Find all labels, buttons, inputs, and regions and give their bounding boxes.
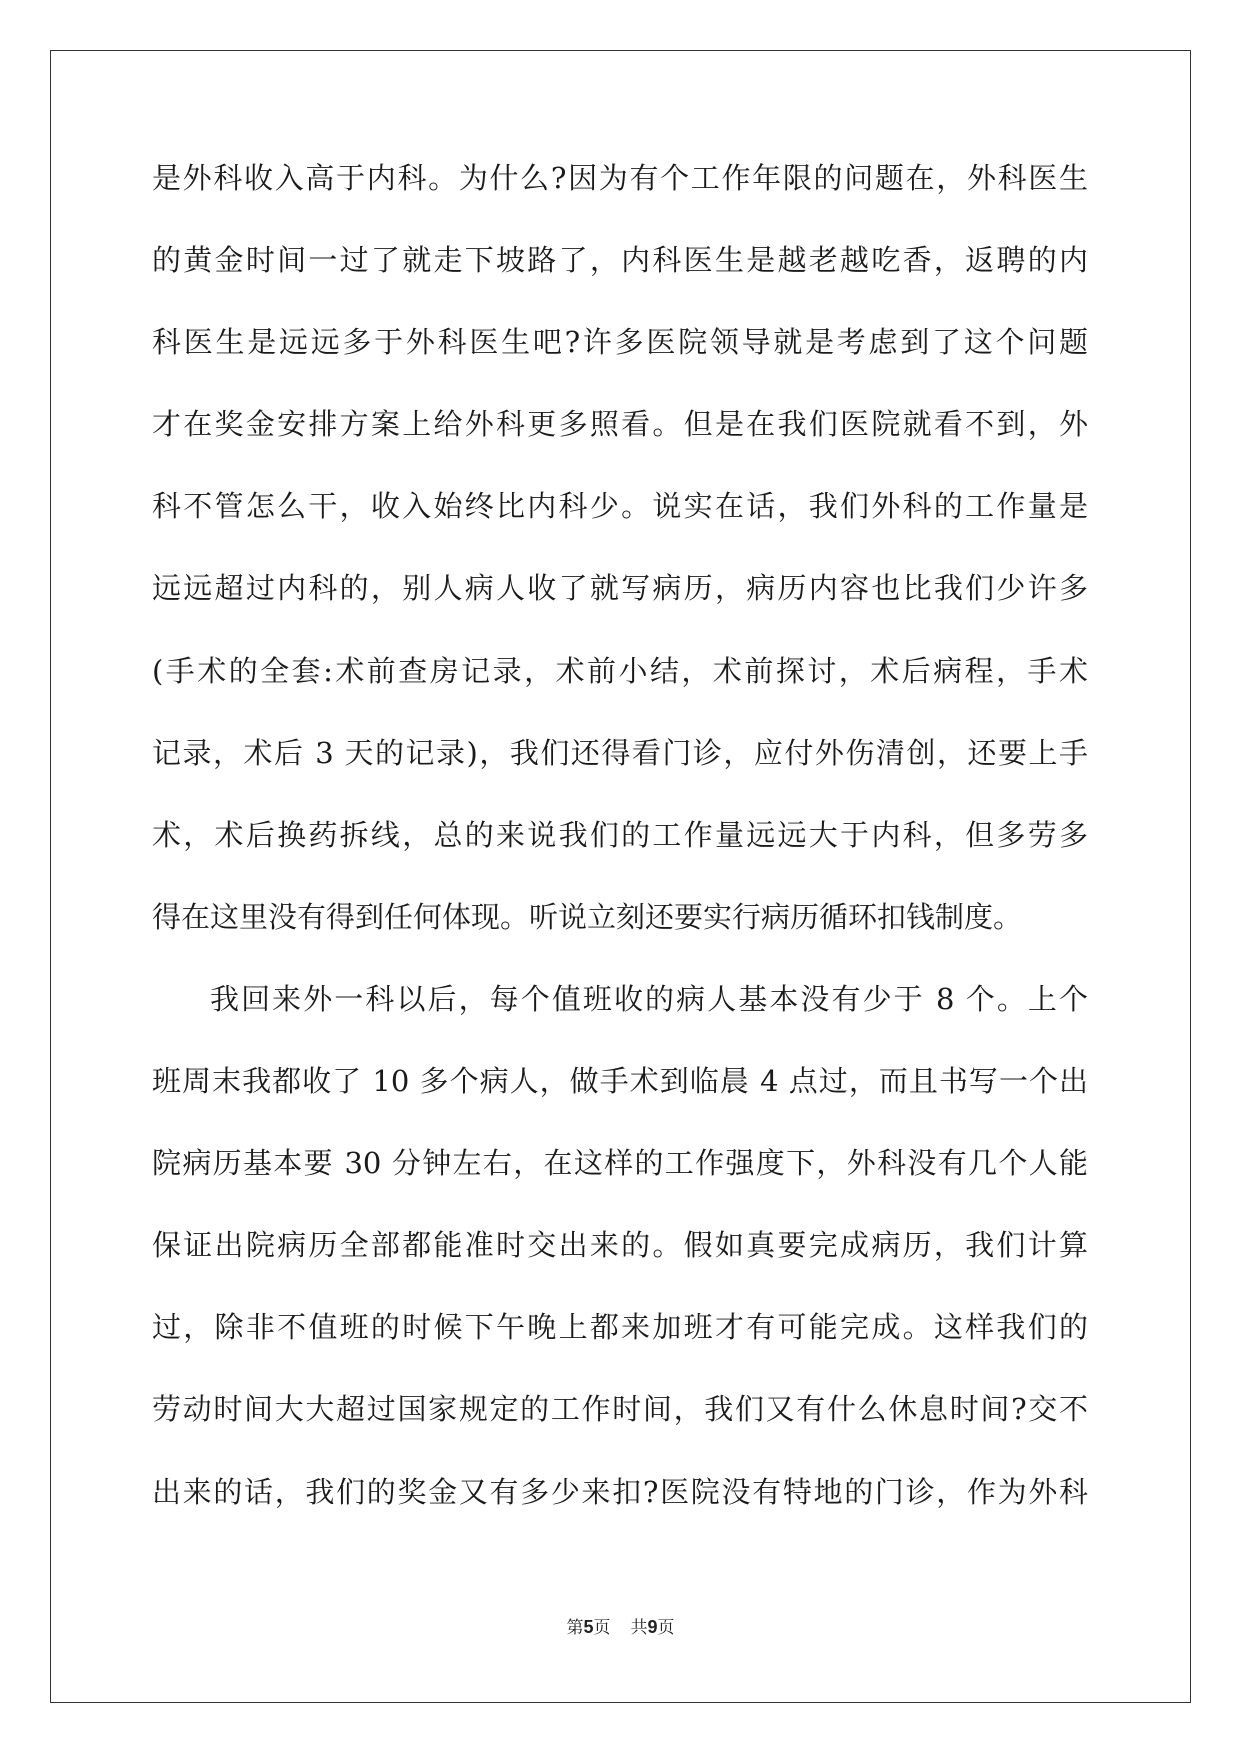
- text-line: 得在这里没有得到任何体现。听说立刻还要实行病历循环扣钱制度。: [152, 899, 1023, 934]
- text-line: 记录，术后 3 天的记录)，我们还得看门诊，应付外伤清创，还要上手: [152, 735, 1088, 770]
- text-line: 科医生是远远多于外科医生吧?许多医院领导就是考虑到了这个问题: [152, 325, 1088, 360]
- text-line: 是外科收入高于内科。为什么?因为有个工作年限的问题在，外科医生: [152, 161, 1088, 195]
- footer-total-suffix: 页: [657, 1618, 675, 1638]
- text-line: 劳动时间大大超过国家规定的工作时间，我们又有什么休息时间?交不: [152, 1392, 1088, 1427]
- total-page-count: 9: [647, 1617, 658, 1637]
- text-line: 我回来外一科以后，每个值班收的病人基本没有少于 8 个。上个: [210, 981, 1088, 1016]
- text-line: 术，术后换药拆线，总的来说我们的工作量远远大于内科，但多劳多: [152, 817, 1088, 852]
- text-line: 院病历基本要 30 分钟左右，在这样的工作强度下，外科没有几个人能: [152, 1146, 1088, 1181]
- text-line: 才在奖金安排方案上给外科更多照看。但是在我们医院就看不到，外: [152, 407, 1088, 442]
- footer-page-word: 页: [593, 1618, 611, 1638]
- current-page-number: 5: [583, 1617, 594, 1637]
- page-footer: [0, 1613, 1241, 1638]
- text-line: 出来的话，我们的奖金又有多少来扣?医院没有特地的门诊，作为外科: [152, 1474, 1088, 1509]
- text-line: 的黄金时间一过了就走下坡路了，内科医生是越老越吃香，返聘的内: [152, 243, 1088, 278]
- text-line: 远远超过内科的，别人病人收了就写病历，病历内容也比我们少许多: [152, 571, 1088, 606]
- text-line: 保证出院病历全部都能准时交出来的。假如真要完成病历，我们计算: [152, 1228, 1088, 1263]
- document-body: [152, 158, 1088, 1554]
- text-line: 科不管怎么干，收入始终比内科少。说实在话，我们外科的工作量是: [152, 489, 1088, 524]
- text-line: (手术的全套:术前查房记录，术前小结，术前探讨，术后病程，手术: [152, 653, 1088, 688]
- footer-total-prefix: 共: [630, 1618, 648, 1638]
- footer-prefix: 第: [566, 1618, 584, 1638]
- text-line: 班周末我都收了 10 多个病人，做手术到临晨 4 点过，而且书写一个出: [152, 1064, 1088, 1099]
- text-line: 过，除非不值班的时候下午晚上都来加班才有可能完成。这样我们的: [152, 1310, 1088, 1345]
